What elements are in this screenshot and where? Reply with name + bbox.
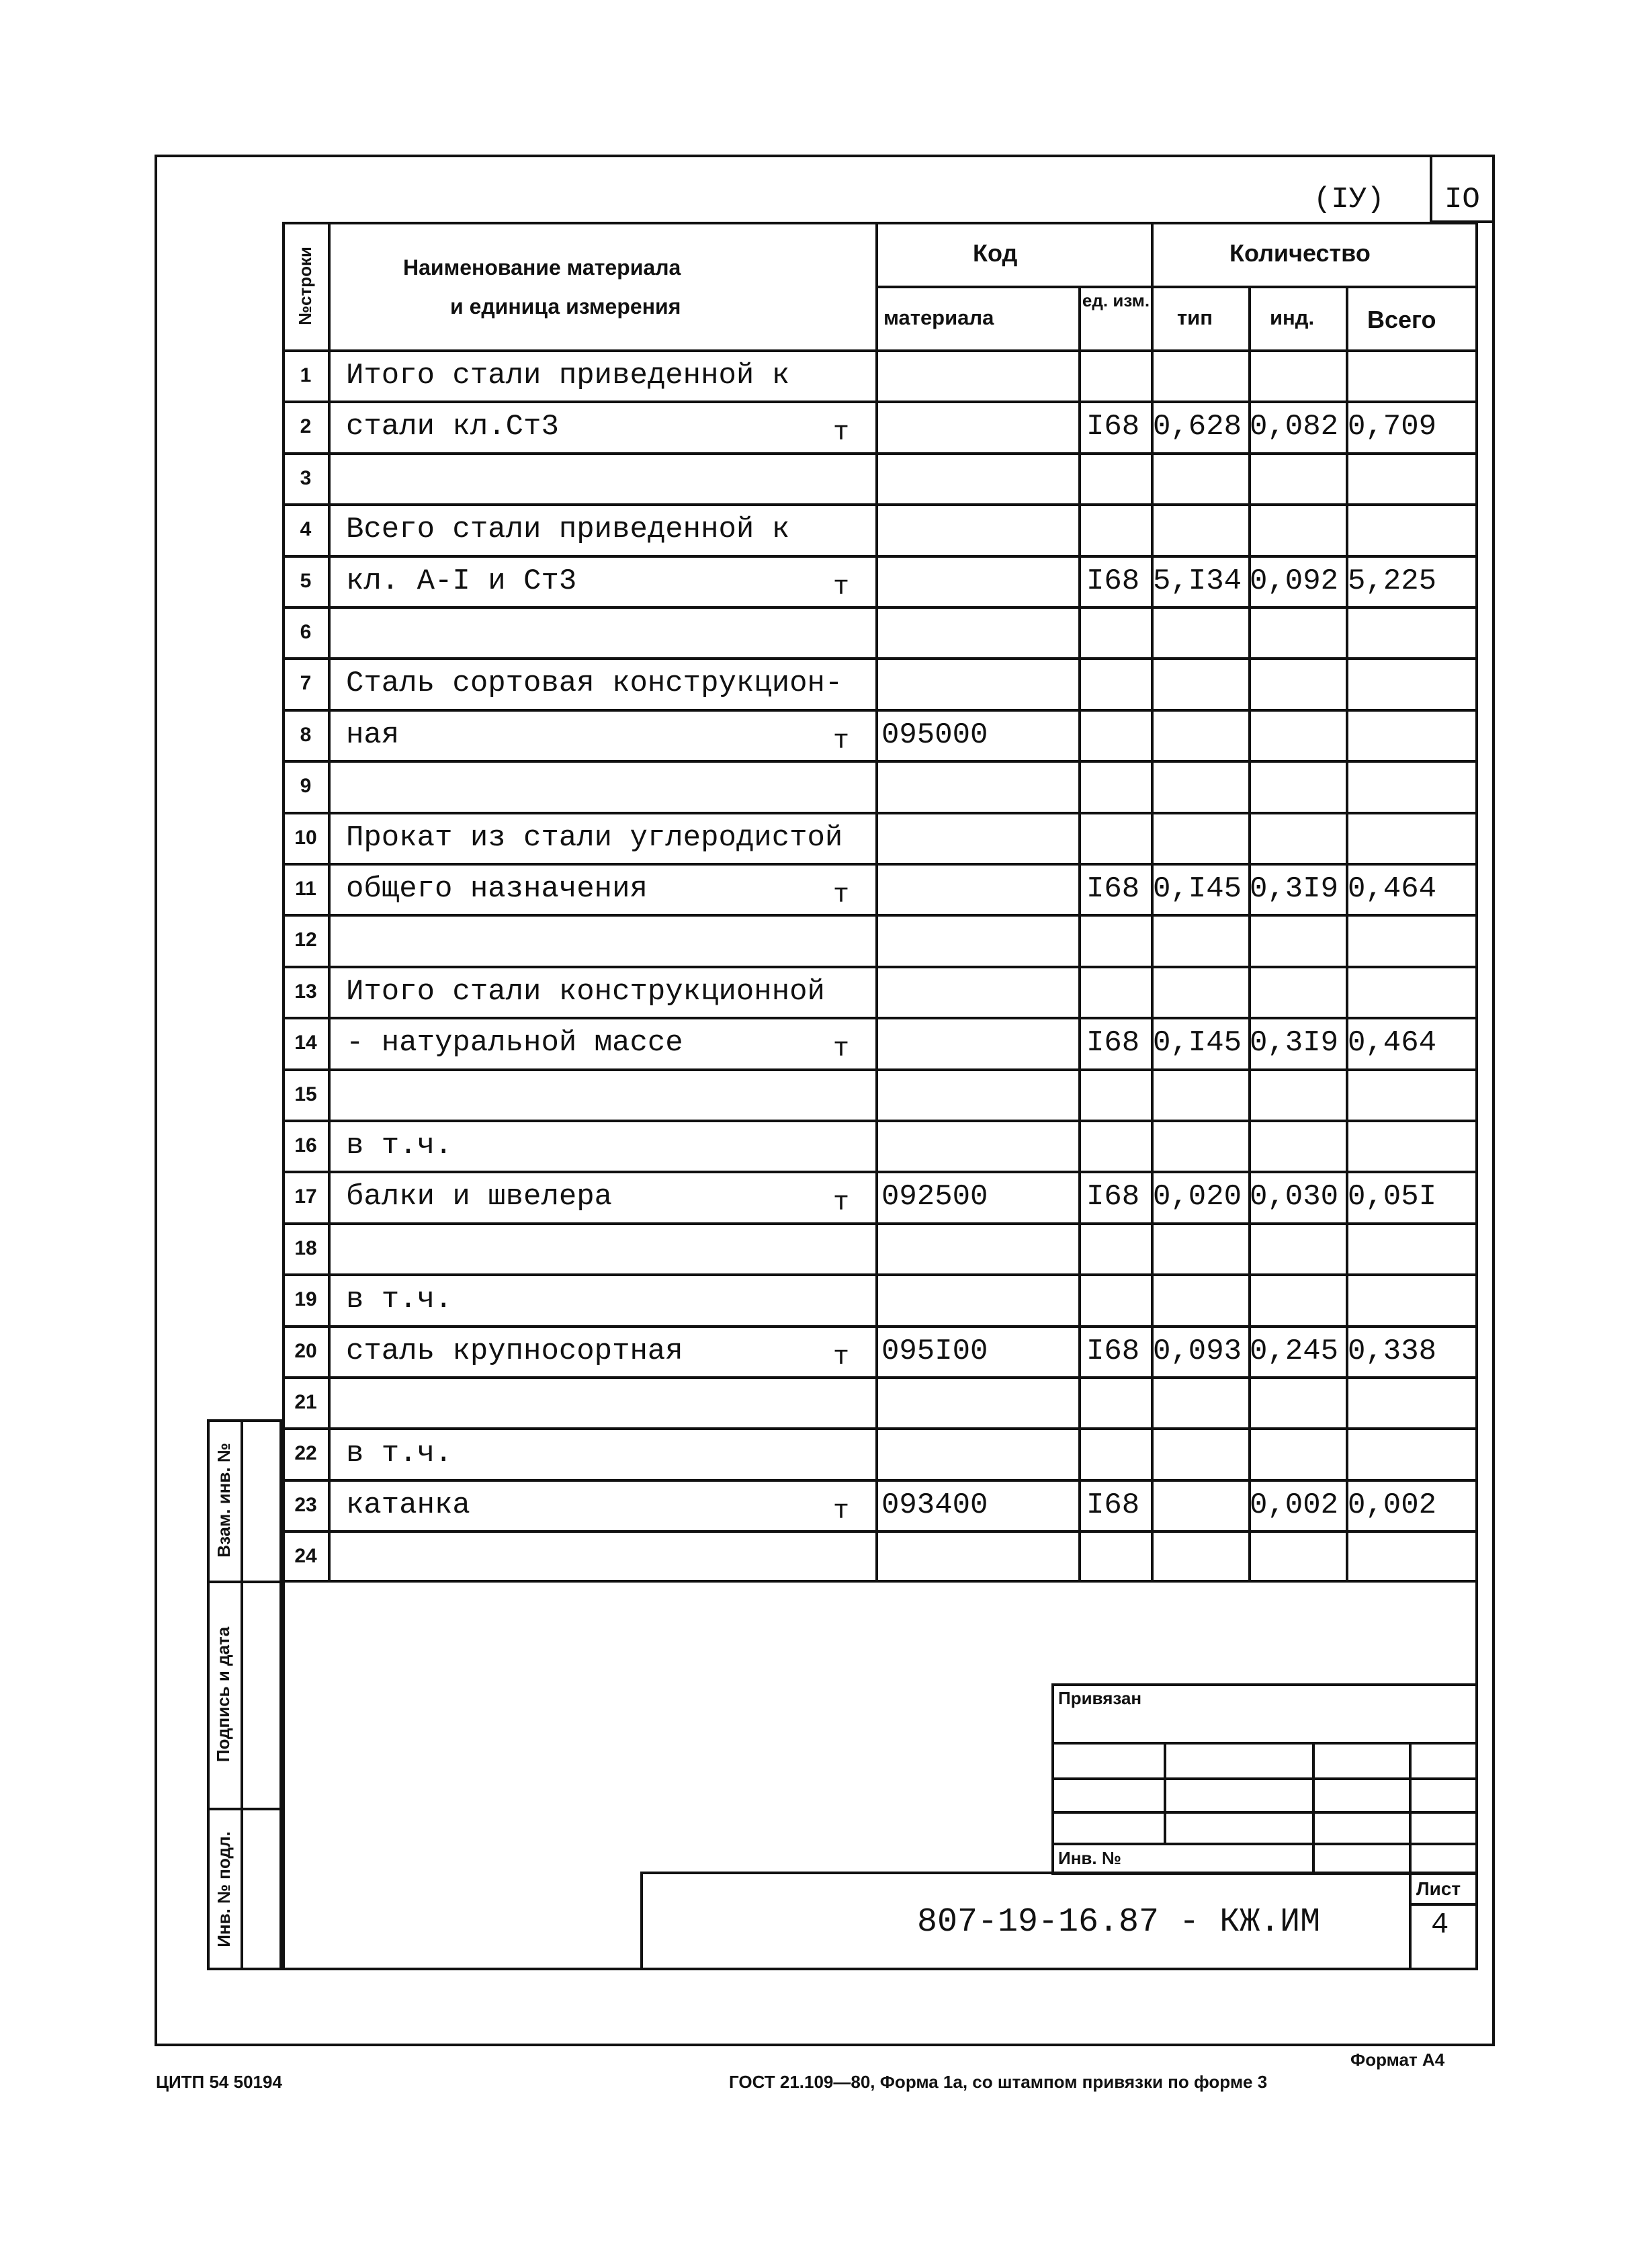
qty-type: 0,I45 xyxy=(1153,1026,1242,1060)
material-name: Итого стали приведенной к xyxy=(346,359,790,392)
unit-of-measure: т xyxy=(833,880,850,911)
col-line-tip xyxy=(1248,286,1251,1583)
row-number: 4 xyxy=(300,518,312,540)
material-name: Всего стали приведенной к xyxy=(346,513,790,546)
side-stamp-vzam: Взам. инв. № xyxy=(213,1442,234,1558)
row-divider xyxy=(282,1530,1478,1533)
row-number: 13 xyxy=(294,980,317,1003)
binding-line-3 xyxy=(1051,1811,1478,1814)
material-name: балки и швелера xyxy=(346,1180,613,1214)
unit-code: I68 xyxy=(1086,564,1140,598)
header-quantity: Количество xyxy=(1229,239,1371,267)
row-number: 20 xyxy=(294,1340,317,1362)
qty-ind: 0,245 xyxy=(1250,1335,1339,1368)
row-number: 18 xyxy=(294,1237,317,1259)
qty-total: 0,709 xyxy=(1348,410,1437,444)
title-block-top xyxy=(640,1872,1478,1874)
qty-total: 5,225 xyxy=(1348,564,1437,598)
row-number: 23 xyxy=(294,1494,317,1516)
row-number: 1 xyxy=(300,364,312,386)
row-number: 16 xyxy=(294,1134,317,1157)
binding-col-2 xyxy=(1312,1742,1315,1875)
unit-of-measure: т xyxy=(833,418,850,448)
qty-type: 0,628 xyxy=(1153,410,1242,444)
header-code-material: материала xyxy=(883,306,994,329)
row-divider xyxy=(282,1273,1478,1276)
footer-gost: ГОСТ 21.109—80, Форма 1а, со штампом привязки по форме 3 xyxy=(729,2072,1268,2092)
row-divider xyxy=(282,709,1478,712)
qty-type: 5,I34 xyxy=(1153,564,1242,598)
row-divider xyxy=(282,401,1478,403)
sheet-label: Лист xyxy=(1416,1878,1461,1899)
unit-code: I68 xyxy=(1086,1026,1140,1060)
col-line-code xyxy=(1078,286,1081,1583)
binding-privyazan: Привязан xyxy=(1058,1688,1142,1708)
row-divider xyxy=(282,452,1478,455)
binding-line-2 xyxy=(1051,1777,1478,1780)
qty-type: 0,093 xyxy=(1153,1335,1242,1368)
row-number: 8 xyxy=(300,724,312,746)
qty-total: 0,338 xyxy=(1348,1335,1437,1368)
format-label: Формат А4 xyxy=(1350,2050,1445,2070)
material-name: кл. А-I и Ст3 xyxy=(346,564,577,598)
header-name-line1: Наименование материала xyxy=(403,255,681,280)
row-divider xyxy=(282,914,1478,917)
qty-ind: 0,3I9 xyxy=(1250,872,1339,906)
material-name: стали кл.Ст3 xyxy=(346,410,559,444)
header-qty-total: Всего xyxy=(1367,306,1436,333)
material-name: Итого стали конструкционной xyxy=(346,975,825,1009)
title-block-sheet-divider xyxy=(1409,1872,1412,1970)
material-name: катанка xyxy=(346,1488,470,1522)
row-number: 19 xyxy=(294,1288,317,1310)
binding-inv-no: Инв. № xyxy=(1058,1848,1121,1868)
row-divider xyxy=(282,1376,1478,1379)
material-code: 092500 xyxy=(881,1180,988,1214)
qty-ind: 0,030 xyxy=(1250,1180,1339,1214)
row-number: 11 xyxy=(295,878,316,900)
binding-line-1 xyxy=(1051,1742,1478,1745)
unit-of-measure: т xyxy=(833,726,850,757)
row-divider xyxy=(282,863,1478,866)
qty-ind: 0,082 xyxy=(1250,410,1339,444)
title-block-left xyxy=(640,1872,643,1970)
header-bottom-line xyxy=(282,349,1478,352)
material-name: сталь крупносортная xyxy=(346,1335,683,1368)
header-code-unit: ед. изм. xyxy=(1082,290,1150,310)
header-row-no: №строки xyxy=(294,246,315,325)
material-name: Сталь сортовая конструкцион- xyxy=(346,667,843,700)
row-number: 2 xyxy=(300,415,312,437)
page-number: IO xyxy=(1444,183,1480,216)
material-name: общего назначения xyxy=(346,872,648,906)
side-stamp-divider xyxy=(241,1419,243,1970)
row-divider xyxy=(282,606,1478,609)
row-number: 14 xyxy=(294,1032,317,1054)
unit-code: I68 xyxy=(1086,1488,1140,1522)
row-number: 15 xyxy=(294,1083,317,1105)
row-divider xyxy=(282,966,1478,968)
row-divider xyxy=(282,657,1478,660)
qty-type: 0,020 xyxy=(1153,1180,1242,1214)
material-name: ная xyxy=(346,718,400,752)
row-divider xyxy=(282,1017,1478,1019)
row-divider xyxy=(282,1068,1478,1071)
row-divider xyxy=(282,1479,1478,1482)
row-divider xyxy=(282,1222,1478,1225)
binding-col-3 xyxy=(1409,1742,1412,1875)
row-number: 24 xyxy=(294,1545,317,1567)
title-block-sheet-line xyxy=(1409,1903,1478,1906)
row-divider xyxy=(282,1171,1478,1173)
header-qty-ind: инд. xyxy=(1270,306,1315,329)
qty-ind: 0,3I9 xyxy=(1250,1026,1339,1060)
material-name: в т.ч. xyxy=(346,1129,453,1163)
footer-left-code: ЦИТП 54 50194 xyxy=(156,2072,282,2092)
unit-of-measure: т xyxy=(833,573,850,603)
sheet-number: 4 xyxy=(1431,1908,1449,1942)
binding-line-4 xyxy=(1051,1843,1478,1845)
row-divider xyxy=(282,1120,1478,1122)
qty-ind: 0,002 xyxy=(1250,1488,1339,1522)
row-divider xyxy=(282,1325,1478,1328)
header-qty-type: тип xyxy=(1177,306,1213,329)
unit-code: I68 xyxy=(1086,1335,1140,1368)
qty-ind: 0,092 xyxy=(1250,564,1339,598)
material-name: в т.ч. xyxy=(346,1437,453,1470)
material-code: 093400 xyxy=(881,1488,988,1522)
material-code: 095I00 xyxy=(881,1335,988,1368)
unit-of-measure: т xyxy=(833,1188,850,1218)
binding-col-1 xyxy=(1164,1742,1166,1843)
inner-frame-left xyxy=(282,1583,285,1970)
material-code: 095000 xyxy=(881,718,988,752)
row-number: 10 xyxy=(294,827,317,849)
row-number: 12 xyxy=(294,929,317,951)
row-number: 9 xyxy=(300,775,312,797)
row-number: 21 xyxy=(294,1391,317,1413)
row-divider xyxy=(282,555,1478,558)
qty-total: 0,002 xyxy=(1348,1488,1437,1522)
side-stamp-podpis: Подпись и дата xyxy=(213,1626,234,1762)
unit-of-measure: т xyxy=(833,1034,850,1064)
row-number: 6 xyxy=(300,621,312,643)
material-name: - натуральной массе xyxy=(346,1026,683,1060)
unit-of-measure: т xyxy=(833,1343,850,1373)
header-subrow-line xyxy=(875,286,1478,288)
qty-total: 0,05I xyxy=(1348,1180,1437,1214)
qty-type: 0,I45 xyxy=(1153,872,1242,906)
header-name-line2: и единица измерения xyxy=(450,294,681,319)
row-divider xyxy=(282,812,1478,814)
qty-total: 0,464 xyxy=(1348,1026,1437,1060)
page-number-box-divider xyxy=(1430,155,1432,222)
row-divider xyxy=(282,503,1478,506)
inner-frame-bottom xyxy=(282,1968,1478,1970)
qty-total: 0,464 xyxy=(1348,872,1437,906)
material-name: в т.ч. xyxy=(346,1283,453,1316)
row-number: 7 xyxy=(300,672,312,694)
row-number: 17 xyxy=(294,1185,317,1208)
section-mark: (IУ) xyxy=(1313,183,1385,216)
unit-code: I68 xyxy=(1086,410,1140,444)
side-stamp-inv: Инв. № подл. xyxy=(213,1831,234,1947)
row-divider xyxy=(282,760,1478,763)
row-number: 3 xyxy=(300,467,312,489)
material-name: Прокат из стали углеродистой xyxy=(346,821,843,855)
header-code: Код xyxy=(973,239,1018,267)
col-line-ind xyxy=(1346,286,1348,1583)
row-number: 5 xyxy=(300,570,312,592)
document-designation: 807-19-16.87 - КЖ.ИМ xyxy=(917,1903,1321,1941)
unit-of-measure: т xyxy=(833,1497,850,1527)
row-number: 22 xyxy=(294,1442,317,1464)
row-divider xyxy=(282,1427,1478,1430)
unit-code: I68 xyxy=(1086,872,1140,906)
unit-code: I68 xyxy=(1086,1180,1140,1214)
